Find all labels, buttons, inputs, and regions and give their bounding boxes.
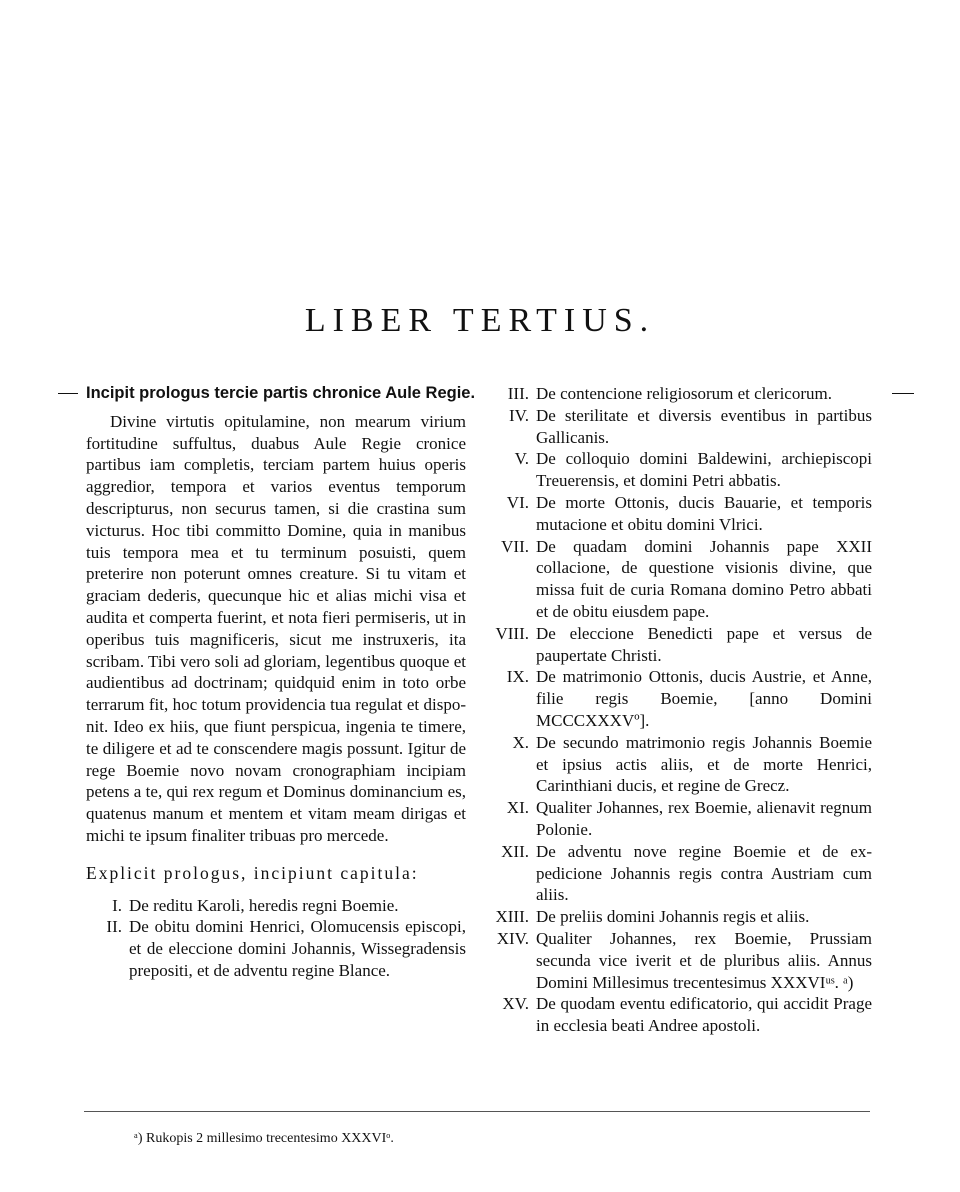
chapter-title: Qualiter Johannes, rex Boemie, Prussiam secunda vice iverit et de pluribus aliis. Annus Domini Millesimus trecentesimus XXXVIᵘˢ. ᵃ) — [536, 928, 872, 992]
chapter-item — [487, 732, 872, 797]
chapter-title: De quadam domini Johannis pape XXII collacione, de questione visionis divine, que missa fuit de curia Romana domino Petro abbati et de obitu eiusdem pape. — [536, 536, 872, 621]
chapter-title: De obitu domini Henrici, Olomucensis episcopi, et de eleccione domini Johannis, Wissegradensis prepositi, et de adventu regine Blance. — [129, 917, 466, 980]
chapter-number: IX. — [506, 667, 529, 687]
em-dash-rule — [58, 393, 78, 394]
chapter-title: Qualiter Johannes, rex Boemie, alienavit regnum Polonie. — [536, 798, 872, 839]
chapter-list-left — [86, 895, 466, 982]
chapter-number: XIV. — [496, 928, 529, 948]
chapter-title: De secundo matrimonio regis Johannis Boemie et ipsius actis aliis, et de morte Henrici, Carinthiani ducis, et regine de Grecz. — [536, 732, 872, 796]
chapter-title: De reditu Karoli, heredis regni Boemie. — [129, 895, 399, 915]
chapter-title: De quodam eventu edificatorio, qui accidit Prage in ecclesia beati Andree apostoli. — [536, 994, 872, 1036]
book-title: LIBER TERTIUS. — [304, 302, 656, 339]
chapter-title: De adventu nove regine Boemie et de expedicione Johannis regis contra Austriam cum aliis. — [536, 841, 872, 905]
chapter-number: V. — [514, 449, 529, 469]
chapter-number: XII. — [501, 841, 529, 861]
chapter-item — [487, 906, 872, 928]
prologue-heading-row — [58, 383, 476, 405]
chapter-number: XI. — [506, 798, 529, 818]
chapter-title: De eleccione Benedicti pape et versus de paupertate Christi. — [536, 623, 872, 665]
chapter-number: II. — [106, 917, 122, 937]
explicit-line: Explicit prologus, incipiunt capitula: — [86, 862, 419, 883]
chapter-item — [487, 841, 872, 906]
chapter-title: De contencione religiosorum et clericorum. — [536, 384, 832, 403]
chapter-number: X. — [512, 732, 529, 752]
chapter-number: XV. — [502, 994, 529, 1014]
footnote-rule — [84, 1111, 870, 1112]
chapter-number: VI. — [506, 492, 529, 512]
chapter-item — [86, 895, 466, 917]
chapter-item — [487, 405, 872, 449]
chapter-title: De morte Ottonis, ducis Bauarie, et temporis mutacione et obitu domini Vlrici. — [536, 492, 872, 534]
chapter-number: VII. — [501, 536, 529, 556]
chapter-number: VIII. — [495, 623, 529, 643]
prologue-text: Divine virtutis opitulamine, non mearum virium fortitudine suffultus, duabus Aule Regie cronice partibus iam completis, terciam partem huius operis aggredior, tempora et varios eventus temporum descripturus, non securus tamen, si die crastina sum victurus. Hoc tibi committo Domine, quia in manibus tuis tempora mea et tu terminum posuisti, quem preterire non poterunt omnes creature. Si tu vitam et graciam dederis, quecunque hic et alias michi visa et audita et comperta fuerint, et nota fieri permiseris, ut in operibus tuis magnificeris, sicut me instruxeris, ita scribam. Tibi vero soli ad gloriam, legentibus quoque et audientibus ad doctrinam; quidquid enim in toto orbe terrarum fit, hoc totum providencia tua regulat et disponit. Ideo ex hiis, que fiunt perspicua, ingenia te timere, te diligere et ad te conscendere magis possunt. Igitur de rege Boemie novo novam cronographiam incipiam petens a te, qui rex regum et Dominus dominancium es, quatenus manum et mentem et vitam meam dirigas et michi te ipsum finaliter tribuas pro mercede. — [86, 411, 466, 845]
right-column — [487, 383, 872, 1037]
chapter-title: De preliis domini Johannis regis et aliis. — [536, 907, 810, 927]
chapter-item — [487, 383, 872, 405]
chapter-number: XIII. — [495, 907, 529, 927]
prologue-heading: Incipit prologus tercie partis chronice Aule Regie. — [86, 384, 476, 402]
chapter-number: III. — [507, 384, 529, 403]
chapter-item — [487, 993, 872, 1037]
chapter-item — [487, 928, 872, 993]
chapter-number: I. — [112, 895, 122, 915]
chapter-item — [86, 916, 466, 981]
footnote: ᵃ) Rukopis 2 millesimo trecentesimo XXXVIᵒ. — [134, 1131, 394, 1146]
chapter-item — [487, 492, 872, 536]
chapter-title: De sterilitate et diversis eventibus in partibus Gallicanis. — [536, 405, 872, 447]
chapter-title: De colloquio domini Baldewini, archiepiscopi Treuerensis, et domini Petri abbatis. — [536, 449, 872, 491]
em-dash-rule — [892, 393, 914, 394]
left-column — [86, 383, 476, 982]
chapter-item — [487, 623, 872, 667]
chapter-title: De matrimonio Ottonis, ducis Austrie, et Anne, filie regis Boemie, [anno Domini MCCCXXXVº]. — [536, 667, 872, 730]
chapter-item — [487, 536, 872, 623]
chapter-item — [487, 448, 872, 492]
chapter-item — [487, 797, 872, 841]
chapter-item — [487, 666, 872, 731]
chapter-number: IV. — [509, 405, 529, 425]
